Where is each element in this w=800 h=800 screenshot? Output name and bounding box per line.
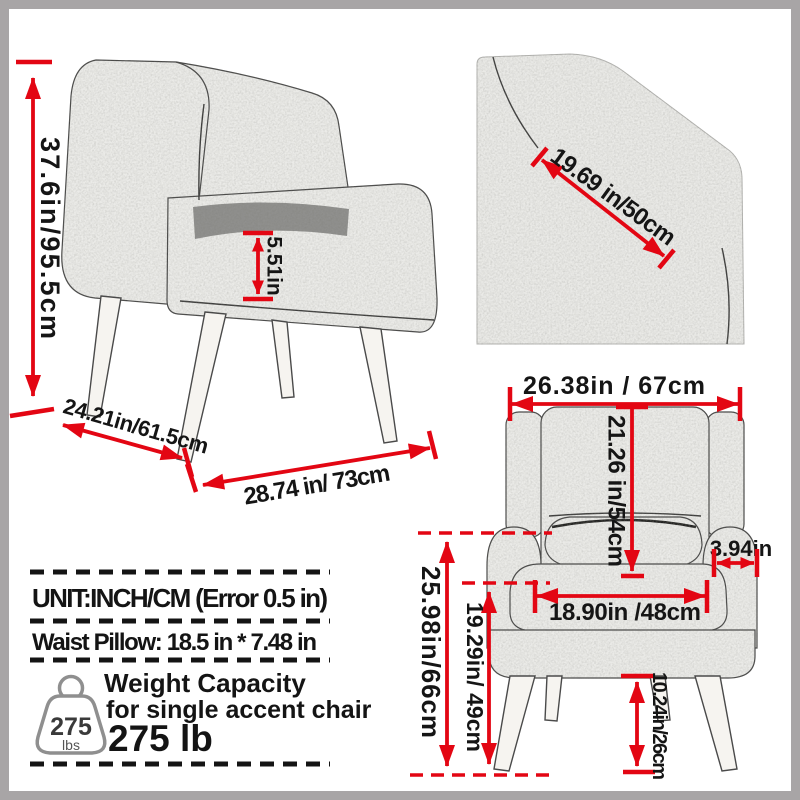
front-chair-base bbox=[489, 630, 755, 678]
dim-label-total-height: 25.98in/66cm bbox=[416, 566, 446, 738]
dim-label-depth-upper: 24.21in/61.5cm bbox=[60, 393, 212, 459]
dim-label-backrest-diagonal: 19.69 in/50cm bbox=[545, 142, 681, 252]
capacity-value: 275 lb bbox=[108, 718, 213, 759]
dim-front-seat-height bbox=[462, 592, 489, 764]
info-panel bbox=[30, 572, 372, 764]
chair-leg bbox=[494, 676, 535, 771]
dim-label-leg-height: 10.24in/26cm bbox=[648, 672, 670, 780]
dim-front-leg-height bbox=[621, 672, 670, 780]
weight-icon-unit: lbs bbox=[62, 737, 80, 753]
dim-tick bbox=[10, 409, 54, 416]
dim-side-depth-total bbox=[187, 431, 436, 511]
dim-label-seat-height: 19.29in/ 49cm bbox=[462, 602, 488, 752]
capacity-subtitle: for single accent chair bbox=[106, 696, 372, 724]
front-chair-left-wing bbox=[506, 412, 544, 537]
side-view-chair-illustration bbox=[62, 60, 437, 332]
front-chair-right-wing bbox=[706, 412, 744, 537]
chair-leg bbox=[360, 327, 397, 443]
dim-label-seat-width: 18.90in /48cm bbox=[549, 599, 701, 626]
dim-side-height bbox=[16, 62, 65, 396]
weight-icon-value: 275 bbox=[50, 713, 92, 741]
dim-label-front-width: 26.38in / 67cm bbox=[523, 372, 705, 400]
chair-leg bbox=[545, 676, 562, 721]
dim-label-depth-total: 28.74 in/ 73cm bbox=[241, 459, 393, 511]
chair-leg bbox=[87, 296, 121, 417]
dim-label-arm-cushion: 5.51in bbox=[262, 236, 286, 296]
chair-leg bbox=[695, 676, 737, 771]
capacity-title: Weight Capacity bbox=[104, 668, 306, 698]
dim-label-arm-width: 3.94in bbox=[709, 536, 773, 561]
weight-icon bbox=[37, 677, 105, 754]
front-view-chair-legs bbox=[494, 676, 737, 771]
unit-note-text: UNIT:INCH/CM (Error 0.5 in) bbox=[32, 583, 328, 613]
dim-label-side-height: 37.6in/95.5cm bbox=[35, 137, 65, 339]
dim-label-back-height: 21.26 in/54cm bbox=[602, 415, 630, 567]
waist-pillow-text: Waist Pillow: 18.5 in * 7.48 in bbox=[32, 629, 317, 656]
chair-leg bbox=[272, 320, 294, 398]
dim-tick bbox=[429, 431, 436, 459]
dim-side-depth-upper bbox=[10, 393, 212, 477]
